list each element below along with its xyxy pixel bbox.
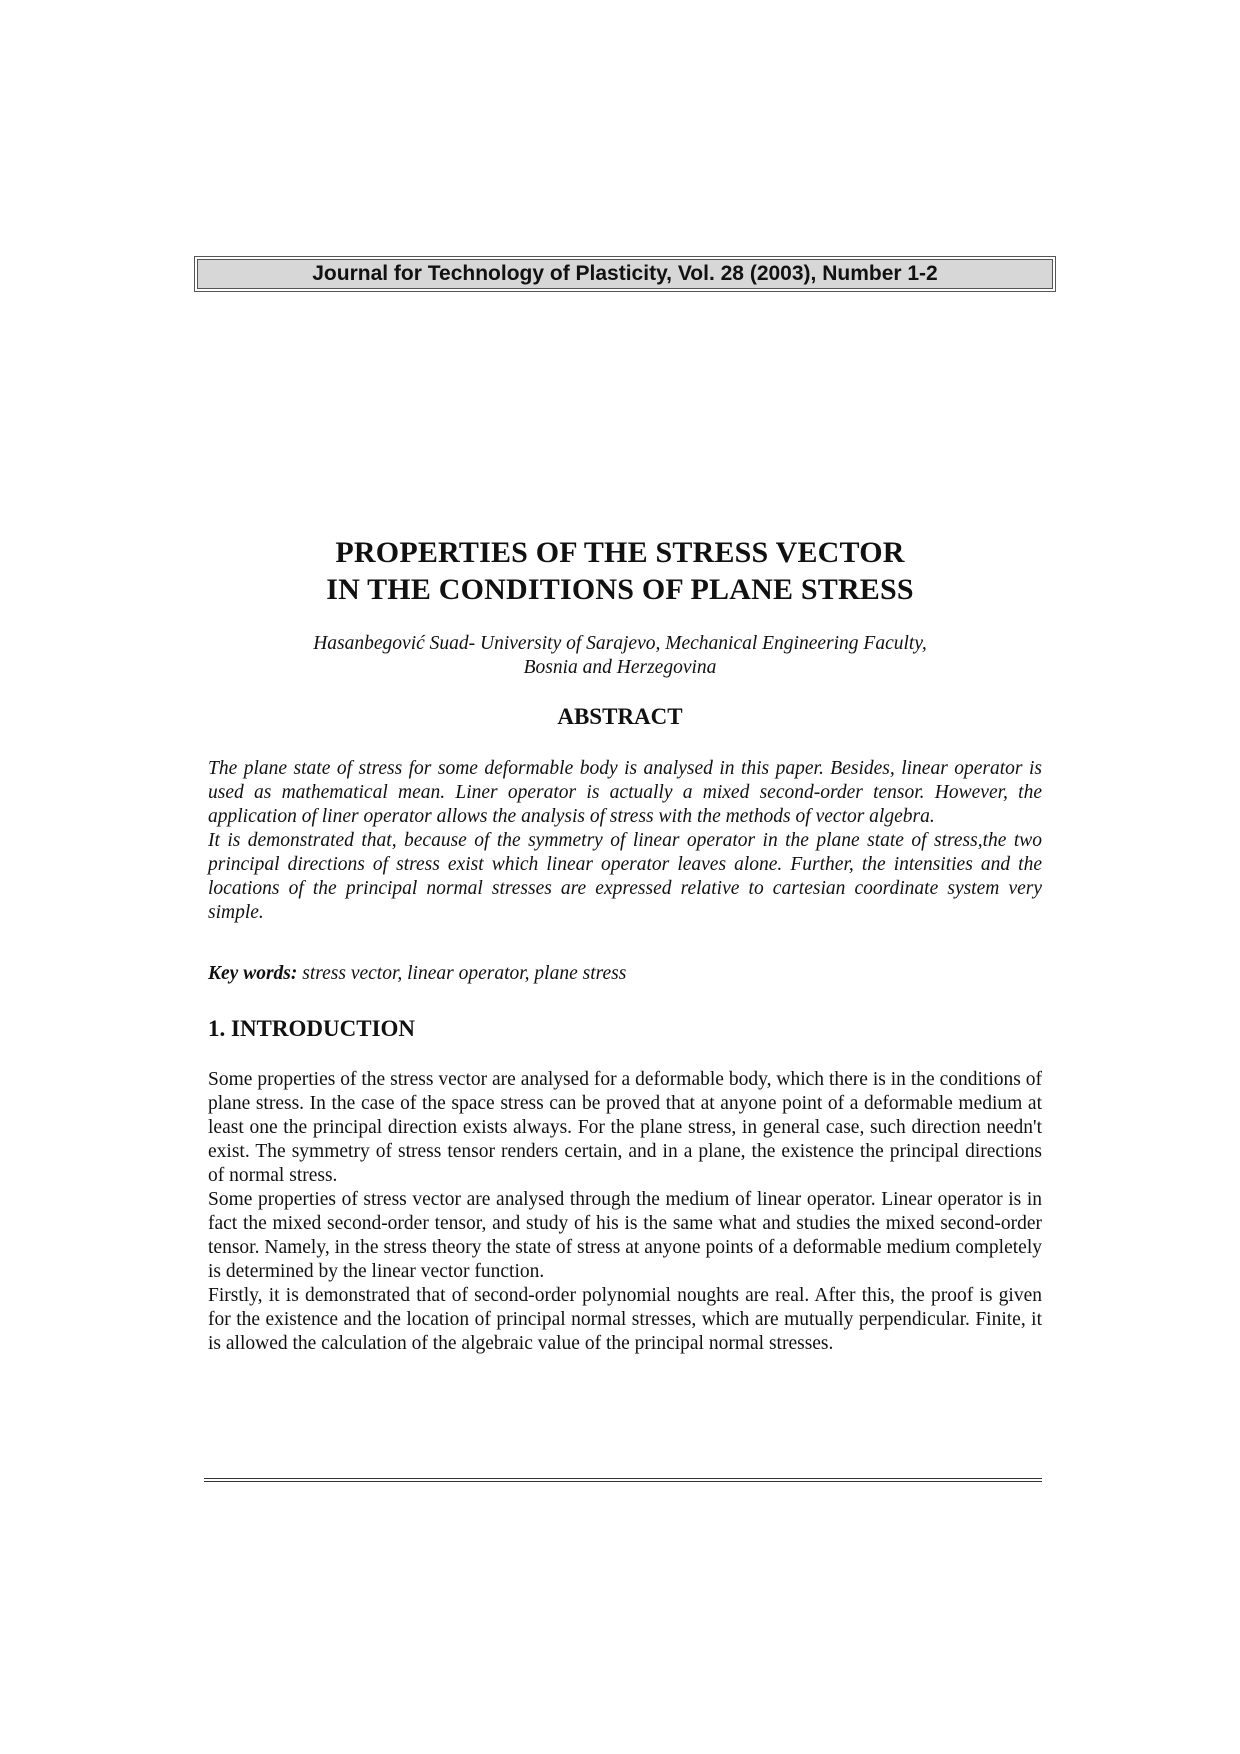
paper-title-line-2: IN THE CONDITIONS OF PLANE STRESS — [326, 573, 914, 606]
abstract-body — [208, 757, 1042, 925]
introduction-paragraph: Some properties of the stress vector are analysed for a deformable body, which there is in the conditions of plane stress. In the case of the space stress can be proved that at anyone point of a deformable medium at least one the principal direction exists always. For the plane stress, in general case, such direction needn't exist. The symmetry of stress tensor renders certain, and in a plane, the existence the principal directions of normal stress. — [208, 1069, 1042, 1186]
keywords — [208, 962, 1042, 986]
paper-title — [0, 534, 1240, 608]
introduction-paragraph: Firstly, it is demonstrated that of second-order polynomial noughts are real. After this, the proof is given for the existence and the location of principal normal stresses, which are mutually perpendicular. Finite, it is allowed the calculation of the algebraic value of the principal normal stresses. — [208, 1285, 1042, 1354]
introduction-body — [208, 1068, 1042, 1356]
journal-header: Journal for Technology of Plasticity, Vol. 28 (2003), Number 1-2 — [197, 259, 1053, 289]
keywords-label: Key words: — [208, 963, 298, 984]
introduction-paragraph: Some properties of stress vector are analysed through the medium of linear operator. Linear operator is in fact the mixed second-order tensor, and study of his is the same what and studies the mixed second-order tensor. Namely, in the stress theory the state of stress at anyone points of a deformable medium completely is determined by the linear vector function. — [208, 1189, 1042, 1282]
abstract-paragraph: It is demonstrated that, because of the symmetry of linear operator in the plane state of stress,the two principal directions of stress exist which linear operator leaves alone. Further, the intensities and the locations of the principal normal stresses are expressed relative to cartesian coordinate system very simple. — [208, 830, 1042, 923]
author-affiliation — [0, 632, 1240, 680]
journal-header-box — [194, 256, 1056, 292]
keywords-text: stress vector, linear operator, plane stress — [297, 963, 627, 984]
footer-rule — [204, 1478, 1042, 1482]
section-heading-introduction: 1. INTRODUCTION — [208, 1016, 416, 1041]
author-line-1: Hasanbegović Suad- University of Sarajevo, Mechanical Engineering Faculty, — [313, 633, 927, 654]
abstract-heading: ABSTRACT — [557, 704, 683, 729]
abstract-paragraph: The plane state of stress for some deformable body is analysed in this paper. Besides, linear operator is used as mathematical mean. Liner operator is actually a mixed second-order tensor. However, the application of liner operator allows the analysis of stress with the methods of vector algebra. — [208, 758, 1042, 827]
author-line-2: Bosnia and Herzegovina — [523, 657, 717, 678]
paper-title-line-1: PROPERTIES OF THE STRESS VECTOR — [335, 536, 905, 569]
